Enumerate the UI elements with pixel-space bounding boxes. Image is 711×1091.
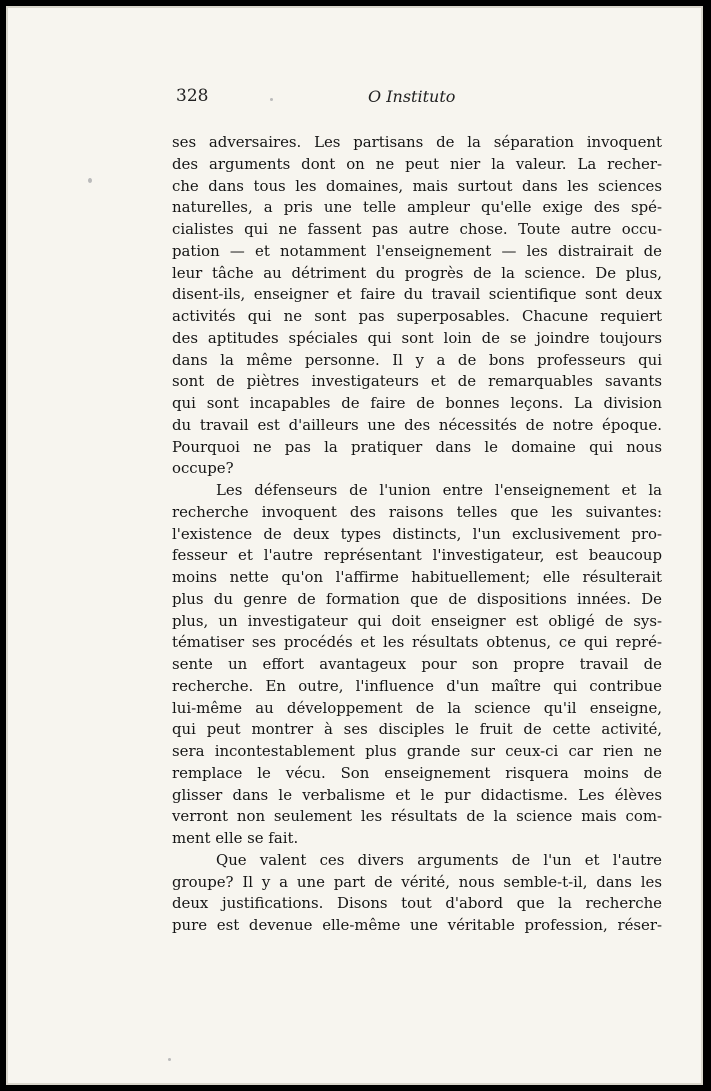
page-header <box>172 86 662 110</box>
running-title: O Instituto <box>368 87 456 106</box>
text-line: dans la même personne. Il y a de bons professeurs qui <box>172 350 662 369</box>
text-line: Les défenseurs de l'union entre l'enseignement et la <box>216 481 662 499</box>
text-line: plus, un investigateur qui doit enseigner est obligé de sys- <box>172 611 662 630</box>
text-line: verront non seulement les résultats de la science mais com- <box>172 807 662 826</box>
text-line: pation — et notamment l'enseignement — les distrairait de <box>172 241 662 260</box>
page-number: 328 <box>176 86 209 106</box>
text-line: cialistes qui ne fassent pas autre chose. Toute autre occu- <box>172 220 662 238</box>
text-line: che dans tous les domaines, mais surtout dans les sciences <box>172 176 662 195</box>
text-line: du travail est d'ailleurs une des nécessités de notre époque. <box>172 415 662 434</box>
text-line: plus du genre de formation que de dispositions innées. De <box>172 589 662 608</box>
text-line: occupe? <box>172 459 234 478</box>
text-line: qui peut montrer à ses disciples le fruit de cette activité, <box>172 720 662 739</box>
text-line: activités qui ne sont pas superposables. Chacune requiert <box>172 307 662 325</box>
text-line: fesseur et l'autre représentant l'investigateur, est beaucoup <box>172 546 662 565</box>
text-line: des aptitudes spéciales qui sont loin de se joindre toujours <box>172 328 662 347</box>
text-line: leur tâche au détriment du progrès de la science. De plus, <box>172 263 662 282</box>
text-line: groupe? Il y a une part de vérité, nous semble-t-il, dans les <box>172 872 662 891</box>
text-line: pure est devenue elle-même une véritable profession, réser- <box>172 916 662 934</box>
scan-speck <box>88 178 92 183</box>
text-line: tématiser ses procédés et les résultats obtenus, ce qui repré- <box>172 633 662 652</box>
text-line: qui sont incapables de faire de bonnes leçons. La division <box>172 394 662 412</box>
text-line: sera incontestablement plus grande sur ceux-ci car rien ne <box>172 742 662 760</box>
text-line: sente un effort avantageux pour son propre travail de <box>172 655 662 673</box>
text-line: disent-ils, enseigner et faire du travail scientifique sont deux <box>172 285 662 304</box>
body-text <box>172 132 662 937</box>
text-line: Que valent ces divers arguments de l'un et l'autre <box>216 850 662 869</box>
text-line: recherche invoquent des raisons telles que les suivantes: <box>172 502 662 521</box>
text-line: ses adversaires. Les partisans de la séparation invoquent <box>172 133 662 151</box>
text-line: des arguments dont on ne peut nier la valeur. La recher- <box>172 154 662 173</box>
text-line: remplace le vécu. Son enseignement risquera moins de <box>172 763 662 782</box>
text-line: recherche. En outre, l'influence d'un maître qui contribue <box>172 676 662 695</box>
text-line: sont de piètres investigateurs et de remarquables savants <box>172 372 662 391</box>
text-line: glisser dans le verbalisme et le pur didactisme. Les élèves <box>172 785 662 804</box>
text-line: ment elle se fait. <box>172 829 299 847</box>
text-line: deux justifications. Disons tout d'abord que la recherche <box>172 894 662 913</box>
text-line: lui-même au développement de la science qu'il enseigne, <box>172 698 662 717</box>
text-line: l'existence de deux types distincts, l'un exclusivement pro- <box>172 524 662 543</box>
text-line: Pourquoi ne pas la pratiquer dans le domaine qui nous <box>172 437 662 456</box>
text-line: moins nette qu'on l'affirme habituellement; elle résulterait <box>172 568 662 586</box>
text-line: naturelles, a pris une telle ampleur qu'elle exige des spé- <box>172 198 662 217</box>
scan-speck <box>168 1058 171 1061</box>
